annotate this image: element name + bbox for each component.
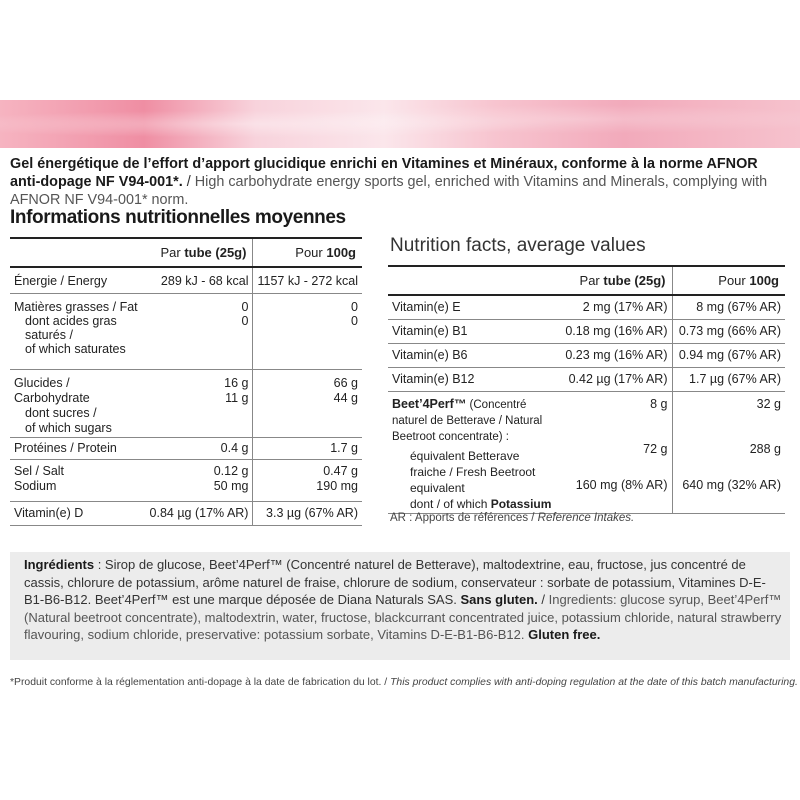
row-label: Sel / Salt bbox=[14, 463, 65, 478]
value-per-tube: 16 g bbox=[224, 375, 249, 390]
col-per-100g: Pour 100g bbox=[253, 238, 362, 267]
ingredients-box: Ingrédients : Sirop de glucose, Beet’4Perf™ (Concentré naturel de Betterave), maltodextrine, eau, fructose, jus concentré de cassis, chlorure de potassium, arôme naturel de fraise, chlorure de sodium, conservateur : sorbate de potassium, Vitamines D-E-B1-B6-B12. Beet’4Perf™ est une marque déposée de Diana Naturals SAS. Sans gluten. / Ingredients: glucose syrup, Beet’4Perf™ (Natural beetroot concentrate), maltodextrin, water, fructose, blackcurrant concentrated juice, potassium chloride, natural strawberry flavouring, sodium chloride, preservative: potassium sorbate, Vitamins D-E-B1-B6-B12. Gluten free. bbox=[10, 552, 790, 660]
gluten-free-en: Gluten free. bbox=[528, 627, 601, 643]
value-per-tube: 0.4 g bbox=[220, 440, 249, 455]
row-label: Matières grasses / Fat bbox=[14, 299, 138, 314]
row-label: Vitamin(e) B1 bbox=[392, 323, 468, 338]
col-per-100g: Pour 100g bbox=[672, 266, 785, 295]
ingredients-text-fr: : Sirop de glucose, Beet’4Perf™ (Concentré naturel de Betterave), maltodextrine, eau, fructose, jus concentré de cassis, chlorure de potassium, arôme naturel de fraise, chlorure de sodium, conservateur : sorbate de potassium, Vitamines D-E-B1-B6-B12. Beet’4Perf™ est une marque déposée de Diana Naturals SAS. bbox=[24, 557, 766, 608]
nutrition-table-right bbox=[388, 265, 785, 514]
row-label: Vitamin(e) D bbox=[14, 505, 84, 520]
table-row bbox=[388, 367, 785, 391]
reference-intakes-note: AR : Apports de références / Reference Intakes. bbox=[390, 512, 635, 524]
nutrition-title-en: Nutrition facts, average values bbox=[390, 235, 646, 256]
value-per-tube: 0.18 mg (16% AR) bbox=[565, 323, 668, 338]
value-per-tube: 8 g bbox=[650, 396, 668, 411]
footnote-en: This product complies with anti-doping regulation at the date of this batch manufacturing. bbox=[390, 677, 798, 688]
beet4perf-label: Beet’4Perf™ bbox=[392, 396, 467, 411]
value-per-100g: 0.47 g bbox=[323, 463, 358, 478]
row-label: Énergie / Energy bbox=[14, 274, 108, 288]
value-per-tube: 0.42 µg (17% AR) bbox=[568, 371, 668, 386]
potassium-per-tube: 160 mg (8% AR) bbox=[575, 477, 668, 492]
gluten-free-fr: Sans gluten. bbox=[460, 592, 538, 608]
value-per-100g: 1.7 µg (67% AR) bbox=[672, 367, 785, 391]
sub-value-per-tube: 11 g bbox=[225, 390, 249, 405]
value-per-100g: 8 mg (67% AR) bbox=[672, 295, 785, 319]
potassium-prefix: dont / of which bbox=[410, 496, 491, 511]
value-per-tube: 0.84 µg (17% AR) bbox=[149, 505, 249, 520]
ingredients-text-en: glucose syrup, Beet’4Perf™ (Natural beetroot concentrate), maltodextrin, water, fructose, blackcurrant concentrated juice, potassium chloride, natural strawberry flavouring, sodium chloride, preservative: potassium sorbate, Vitamins D-E-B1-B6-B12. bbox=[24, 592, 782, 643]
sub-value-per-100g: 0 bbox=[351, 313, 358, 328]
fresh-beetroot-per-tube: 72 g bbox=[643, 441, 668, 456]
description-en: High carbohydrate energy sports gel, enriched with Vitamins and Minerals, complying with AFNOR NF V94-001* norm. bbox=[10, 174, 768, 208]
row-sub-label: dont sucres / bbox=[25, 405, 97, 420]
fresh-beetroot-per-100g: 288 g bbox=[749, 441, 781, 456]
value-per-100g: 66 g bbox=[333, 375, 358, 390]
potassium-label: Potassium bbox=[490, 496, 552, 511]
value-per-100g: 1.7 g bbox=[253, 437, 362, 459]
table-row-beet4perf bbox=[388, 391, 785, 513]
table-row bbox=[10, 501, 362, 525]
beet4perf-desc: (Concentré naturel de Betterave / Natural Beetroot concentrate) : bbox=[392, 398, 543, 443]
row-label: Vitamin(e) B6 bbox=[392, 347, 468, 362]
row-sub-label: dont acides gras saturés / bbox=[25, 313, 117, 342]
row-label: Protéines / Protein bbox=[14, 440, 117, 455]
row-label: Glucides / Carbohydrate bbox=[14, 375, 90, 405]
table-row bbox=[10, 369, 362, 437]
header-banner-image bbox=[0, 100, 800, 148]
table-row bbox=[10, 293, 362, 369]
sub-value-per-100g: 190 mg bbox=[316, 478, 358, 493]
table-row bbox=[388, 295, 785, 319]
value-per-100g: 0.94 mg (67% AR) bbox=[672, 343, 785, 367]
sub-value-per-100g: 44 g bbox=[333, 390, 358, 405]
equivalent-label: equivalent bbox=[410, 480, 465, 495]
product-description bbox=[10, 155, 790, 209]
nutrition-table-left bbox=[10, 237, 362, 526]
row-sub-label: Sodium bbox=[14, 478, 57, 493]
row-sub-label-en: of which saturates bbox=[25, 341, 126, 356]
potassium-per-100g: 640 mg (32% AR) bbox=[682, 477, 781, 492]
value-per-tube: 2 mg (17% AR) bbox=[582, 300, 668, 314]
ingredients-label-en: Ingredients: bbox=[548, 592, 617, 608]
row-label: Vitamin(e) B12 bbox=[392, 371, 475, 386]
col-per-tube: Par tube (25g) bbox=[579, 273, 666, 288]
fresh-beetroot-label: équivalent Betterave fraiche / Fresh Beetroot bbox=[410, 448, 536, 479]
description-fr: Gel énergétique de l’effort d’apport glucidique enrichi en Vitamines et Minéraux, conforme à la norme AFNOR anti-dopage NF V94-001*. bbox=[10, 156, 758, 190]
footnote bbox=[10, 677, 798, 688]
sub-value-per-tube: 50 mg bbox=[213, 478, 249, 493]
col-per-tube: Par tube (25g) bbox=[160, 245, 247, 260]
value-per-100g: 0.73 mg (66% AR) bbox=[672, 319, 785, 343]
value-per-tube: 0 bbox=[241, 299, 249, 314]
row-label: Vitamin(e) E bbox=[392, 300, 461, 314]
separator: / bbox=[182, 174, 195, 190]
ingredients-label-fr: Ingrédients bbox=[24, 557, 95, 572]
value-per-100g: 1157 kJ - 272 kcal bbox=[253, 267, 362, 293]
table-row bbox=[388, 319, 785, 343]
table-row bbox=[10, 267, 362, 293]
value-per-100g: 32 g bbox=[756, 396, 781, 411]
sub-value-per-tube: 0 bbox=[241, 313, 249, 328]
value-per-tube: 289 kJ - 68 kcal bbox=[160, 274, 249, 288]
value-per-100g: 0 bbox=[351, 299, 358, 314]
table-row bbox=[10, 437, 362, 459]
table-row bbox=[388, 343, 785, 367]
footnote-fr: *Produit conforme à la réglementation anti-dopage à la date de fabrication du lot. / bbox=[10, 677, 391, 688]
table-row bbox=[10, 459, 362, 501]
row-sub-label-en: of which sugars bbox=[25, 420, 112, 435]
nutrition-title-fr: Informations nutritionnelles moyennes bbox=[10, 207, 346, 228]
value-per-tube: 0.12 g bbox=[213, 463, 249, 478]
value-per-tube: 0.23 mg (16% AR) bbox=[565, 347, 668, 362]
value-per-100g: 3.3 µg (67% AR) bbox=[253, 501, 362, 525]
